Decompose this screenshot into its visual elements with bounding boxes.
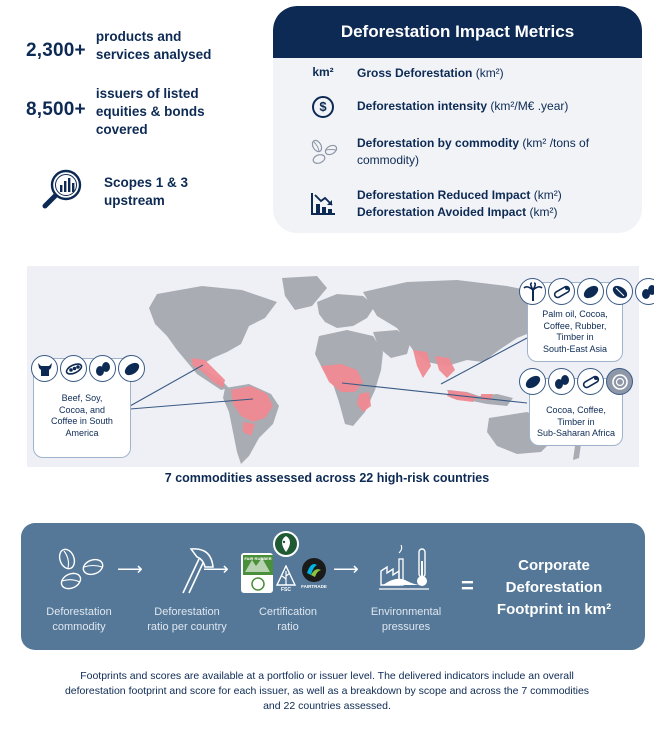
soybean-icon (60, 355, 87, 382)
stat-products-label (96, 28, 212, 64)
metric-label-reduced-bold: Deforestation Reduced Impact (357, 188, 531, 202)
equals-sign: = (461, 573, 474, 598)
metric-label-gross (357, 65, 628, 82)
result-line3: Footprint in km² (496, 600, 612, 618)
fairtrade-logo (301, 557, 329, 595)
cow-icon (31, 355, 58, 382)
rubber-icon (606, 278, 633, 305)
process-panel (21, 523, 645, 650)
callout-americas-icons (31, 355, 145, 382)
stat-issuers-label-line2: equities & bonds (95, 104, 205, 120)
step-label-pressures (361, 605, 451, 636)
stat-issuers-label (96, 85, 205, 140)
metric-label-commodity-unit: (km² /tons of (519, 136, 590, 150)
log-ring-icon (606, 368, 633, 395)
result-footprint (479, 555, 629, 620)
fairtrade-text: FAIRTRADE (301, 584, 327, 589)
stat-scopes-line2: upstream (104, 193, 165, 209)
metric-label-commodity-unit2: commodity) (357, 153, 420, 168)
declining-chart-icon (309, 190, 337, 221)
step-pressures-line1: Environmental (370, 606, 442, 618)
stat-scopes-label (104, 174, 188, 210)
stat-products-label-line2: services analysed (95, 47, 212, 63)
footer-line1: Footprints and scores are available at a portfolio or issuer level. The delivered indicators include an overall (80, 670, 574, 682)
step-pressures-line2: pressures (381, 621, 431, 634)
callout-sea-line4: South-East Asia (542, 344, 608, 355)
result-line2: Deforestation (505, 578, 603, 596)
callout-ssa-icons (519, 368, 633, 395)
metric-label-intensity-bold: Deforestation intensity (357, 99, 488, 113)
metric-label-commodity (357, 135, 628, 170)
metric-label-gross-unit: (km²) (472, 66, 504, 80)
step-ratio-line2: ratio per country (147, 621, 227, 634)
callout-americas-line3: Coffee in South (51, 416, 113, 427)
step-commodity-line1: Deforestation (46, 606, 112, 618)
stat-scopes (40, 168, 188, 212)
footer-note (24, 669, 630, 715)
metric-label-reduced-avoided (357, 187, 628, 222)
fsc-logo (275, 565, 297, 595)
callout-sea-line1: Palm oil, Cocoa, (542, 309, 608, 319)
km2-icon: km² (312, 65, 334, 79)
metrics-title: Deforestation Impact Metrics (340, 22, 575, 41)
stat-scopes-line1: Scopes 1 & 3 (104, 175, 189, 190)
palm-tree-icon (519, 278, 546, 305)
result-line1: Corporate (518, 557, 590, 574)
step-commodity-line2: commodity (52, 621, 106, 634)
callout-sea-line2: Coffee, Rubber, (543, 320, 607, 331)
metric-label-intensity (357, 98, 628, 115)
metrics-header (273, 6, 642, 58)
footer-line2: deforestation footprint and score for each issuer, as well as a breakdown by scope and across the 7 commodities (64, 685, 590, 698)
arrow-right-icon: ⟶ (117, 559, 143, 579)
arrow-right-icon: ⟶ (333, 559, 359, 579)
dollar-coin-symbol: $ (312, 96, 334, 118)
metric-row-commodity (273, 134, 642, 170)
coffee-beans-icon (55, 547, 107, 598)
callout-ssa-line1: Cocoa, Coffee, (546, 405, 606, 415)
callout-ssa-line3: Sub-Saharan Africa (536, 428, 616, 439)
map-caption: 7 commodities assessed across 22 high-risk countries (164, 471, 490, 485)
metric-label-intensity-unit: (km²/M€ .year) (487, 99, 569, 113)
cocoa-pod-icon (577, 278, 604, 305)
step-certification-line2: ratio (277, 621, 299, 634)
metric-label-avoided-unit: (km²) (526, 205, 558, 220)
stat-issuers (26, 85, 205, 140)
timber-icon (548, 278, 575, 305)
callout-americas-line1: Beef, Soy, (61, 393, 103, 403)
fair-rubber-logo (241, 553, 273, 593)
metric-row-reduced-avoided (273, 186, 642, 222)
coffee-bean-icon (548, 368, 575, 395)
step-label-commodity (33, 605, 125, 636)
footer-line3: and 22 countries assessed. (263, 700, 391, 713)
step-certification-line1: Certification (258, 606, 318, 618)
callout-americas-line4: America (65, 428, 99, 439)
metric-label-avoided-bold: Deforestation Avoided Impact (357, 205, 527, 220)
stat-issuers-label-line1: issuers of listed (95, 86, 199, 101)
callout-americas-line2: Cocoa, and (58, 404, 106, 415)
fsc-text: FSC (281, 587, 291, 593)
coffee-bean-icon (635, 278, 654, 305)
coffee-icon (89, 355, 116, 382)
beans-icon (309, 138, 337, 171)
metric-label-reduced-unit: (km²) (530, 188, 562, 202)
metric-row-intensity (273, 96, 642, 122)
magnifier-chart-icon (40, 168, 82, 212)
cocoa-pod-icon (519, 368, 546, 395)
factory-thermometer-icon (379, 545, 435, 596)
metrics-card (273, 6, 642, 233)
stat-issuers-label-line3: covered (95, 122, 148, 138)
stat-products (26, 28, 211, 64)
step-label-certification (243, 605, 333, 636)
stat-issuers-value: 8,500+ (26, 99, 86, 120)
certification-logos-icon (241, 531, 329, 595)
world-map (27, 266, 639, 467)
step-ratio-line1: Deforestation (154, 606, 220, 618)
step-label-ratio (133, 605, 241, 636)
metric-label-commodity-bold: Deforestation by commodity (357, 136, 520, 150)
callout-sea-icons (519, 278, 654, 305)
fair-rubber-text: FAIR RUBBER (244, 556, 272, 561)
cocoa-icon (118, 355, 145, 382)
rainforest-alliance-logo (273, 531, 299, 557)
metric-row-gross (273, 65, 642, 89)
stat-products-value: 2,300+ (26, 40, 86, 61)
callout-sea-line3: Timber in (556, 332, 594, 343)
metric-label-gross-bold: Gross Deforestation (357, 66, 473, 80)
callout-ssa-line2: Timber in (557, 416, 595, 427)
arrow-right-icon: ⟶ (203, 559, 229, 579)
dollar-coin-icon (309, 96, 337, 118)
stat-products-label-line1: products and (95, 29, 182, 44)
timber-icon (577, 368, 604, 395)
